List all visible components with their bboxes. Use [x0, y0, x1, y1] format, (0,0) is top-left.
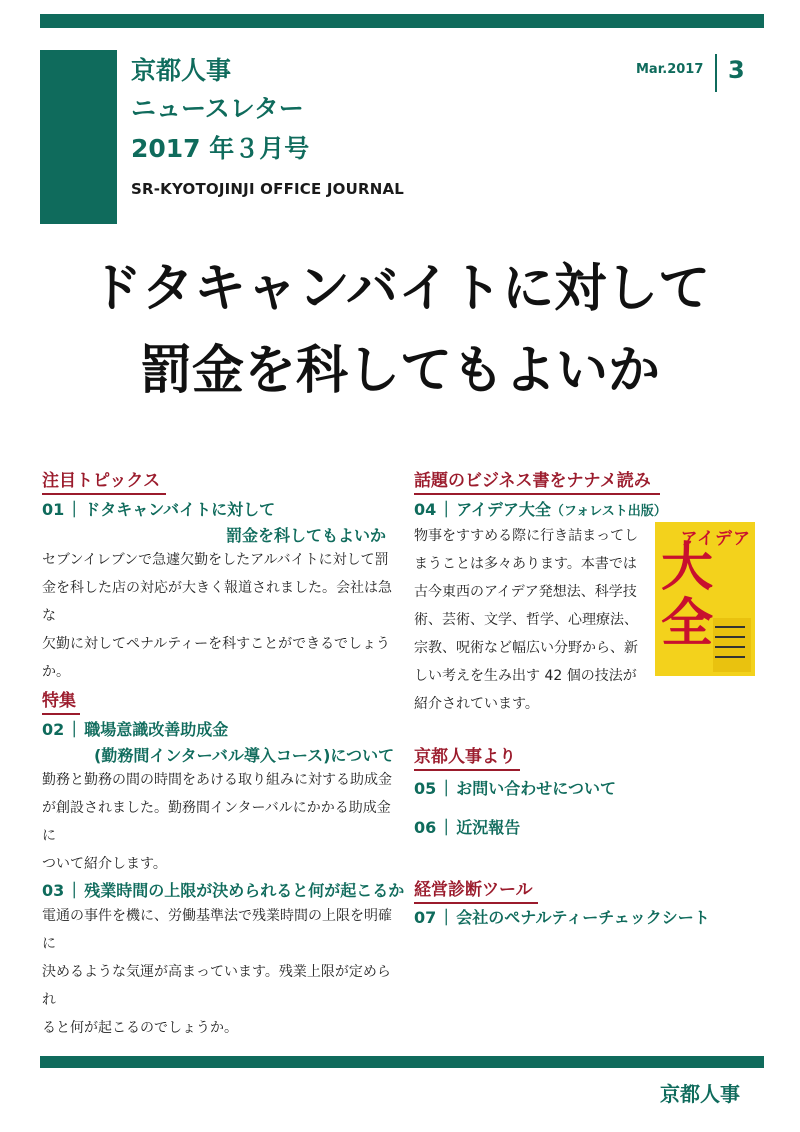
- item-separator: ｜: [438, 500, 455, 519]
- book-title: アイデア大全: [456, 500, 551, 519]
- item-title: お問い合わせについて: [456, 779, 616, 798]
- toc-item-07[interactable]: [414, 905, 710, 928]
- section-underline: [42, 493, 166, 495]
- summary-line: 決めるような気運が高まっています。残業上限が定められ: [42, 964, 391, 1008]
- summary-line: 欠勤に対してペナルティーを科すことができるでしょう: [42, 636, 391, 652]
- book-cover-image: [655, 522, 755, 676]
- book-publisher: （フォレスト出版）: [550, 504, 667, 519]
- book-cover-line: [715, 646, 745, 648]
- section-title: 話題のビジネス書をナナメ読み: [414, 471, 651, 491]
- feature-summary: [42, 766, 402, 878]
- summary-line: 電通の事件を機に、労働基準法で残業時間の上限を明確に: [42, 908, 392, 952]
- item-number: 01: [42, 500, 65, 519]
- item-number: 04: [414, 500, 437, 519]
- issue-divider: [715, 54, 717, 92]
- section-underline: [414, 902, 538, 904]
- section-books: [414, 466, 660, 495]
- section-feature: [42, 686, 80, 715]
- footer-brand: 京都人事: [660, 1082, 740, 1106]
- masthead-brand: 京都人事: [131, 56, 232, 85]
- book-cover-line: [715, 656, 745, 658]
- item-title-line1: ドタキャンバイトに対して: [84, 500, 276, 519]
- section-title: 注目トピックス: [42, 471, 161, 491]
- issue-number: 3: [728, 56, 745, 84]
- summary-line: 宗教、呪術など幅広い分野から、新: [414, 640, 638, 656]
- issue-date: Mar.2017: [636, 62, 704, 77]
- masthead-newsletter: ニュースレター: [131, 94, 304, 123]
- summary-line: 紹介されています。: [414, 696, 539, 712]
- toc-item-01-line2[interactable]: 罰金を科してもよいか: [226, 526, 387, 545]
- section-underline: [42, 713, 80, 715]
- summary-line: が創設されました。勤務間インターバルにかかる助成金に: [42, 800, 391, 844]
- book-cover-line: [715, 626, 745, 628]
- summary-line: ると何が起こるのでしょうか。: [42, 1020, 238, 1036]
- item-title-line1: 職場意識改善助成金: [84, 720, 229, 739]
- bottom-rule: [40, 1056, 764, 1068]
- item-title: 残業時間の上限が決められると何が起こるか: [84, 881, 405, 900]
- item-number: 05: [414, 779, 437, 798]
- section-underline: [414, 493, 660, 495]
- item-separator: ｜: [66, 500, 83, 519]
- toc-item-01[interactable]: [42, 497, 275, 520]
- book-cover-title: アイデア: [680, 529, 751, 549]
- summary-line: 術、芸術、文学、哲学、心理療法、: [414, 612, 638, 628]
- item-separator: ｜: [66, 720, 83, 739]
- masthead-issue-title: 2017 年３月号: [131, 134, 310, 163]
- summary-line: しい考えを生み出す 42 個の技法が: [414, 668, 637, 684]
- summary-line: まうことは多々あります。本書では: [414, 556, 637, 572]
- item-title: 会社のペナルティーチェックシート: [456, 908, 710, 927]
- toc-item-02[interactable]: [42, 717, 228, 740]
- book-cover-line: [715, 636, 745, 638]
- summary-line: か。: [42, 664, 70, 680]
- item03-summary: [42, 902, 402, 1042]
- item-separator: ｜: [438, 779, 455, 798]
- top-rule: [40, 14, 764, 28]
- toc-item-02-line2[interactable]: (勤務間インターバル導入コース)について: [94, 746, 395, 765]
- summary-line: 古今東西のアイデア発想法、科学技: [414, 584, 637, 600]
- item-number: 02: [42, 720, 65, 739]
- topics-summary: [42, 546, 402, 686]
- summary-line: 勤務と勤務の間の時間をあける取り組みに対する助成金: [42, 772, 392, 788]
- main-headline-line2: 罰金を科してもよいか: [139, 341, 660, 401]
- summary-line: 物事をすすめる際に行き詰まってし: [414, 528, 639, 544]
- books-summary: [414, 522, 650, 718]
- masthead-color-block: [40, 50, 117, 224]
- toc-item-04[interactable]: [414, 497, 667, 520]
- item-number: 03: [42, 881, 65, 900]
- item-separator: ｜: [438, 818, 455, 837]
- summary-line: ついて紹介します。: [42, 856, 167, 872]
- section-title: 京都人事より: [414, 747, 516, 767]
- toc-item-05[interactable]: [414, 776, 616, 799]
- item-number: 06: [414, 818, 437, 837]
- journal-name: SR-KYOTOJINJI OFFICE JOURNAL: [131, 180, 405, 198]
- item-separator: ｜: [438, 908, 455, 927]
- summary-line: 金を科した店の対応が大きく報道されました。会社は急な: [42, 580, 392, 624]
- summary-line: セブンイレブンで急遽欠勤をしたアルバイトに対して罰: [42, 552, 389, 568]
- toc-item-06[interactable]: [414, 815, 520, 838]
- toc-item-03[interactable]: [42, 878, 404, 901]
- item-title: 近況報告: [456, 818, 521, 837]
- section-title: 経営診断ツール: [414, 880, 533, 900]
- book-cover-big-text: 大全: [661, 538, 714, 654]
- section-underline: [414, 769, 520, 771]
- item-separator: ｜: [66, 881, 83, 900]
- main-headline-line1: ドタキャンバイトに対して: [89, 259, 711, 319]
- section-tools: [414, 875, 538, 904]
- section-office: [414, 742, 520, 771]
- section-topics: [42, 466, 166, 495]
- section-title: 特集: [42, 691, 76, 711]
- item-number: 07: [414, 908, 437, 927]
